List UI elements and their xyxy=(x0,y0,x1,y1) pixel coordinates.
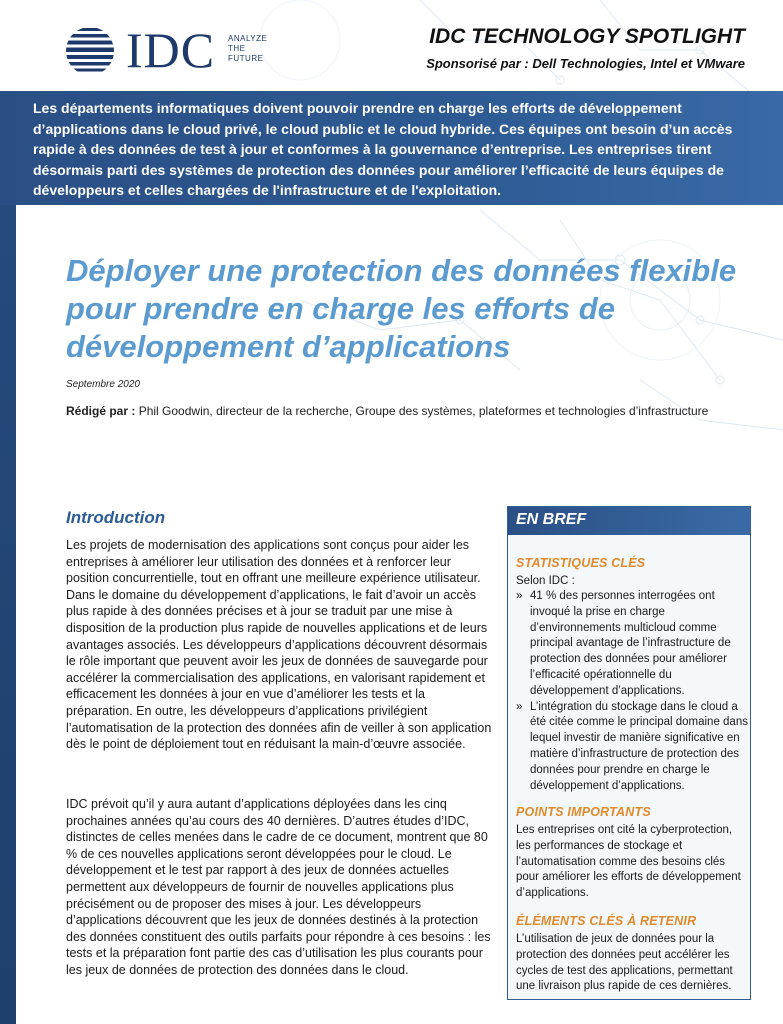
list-item: » 41 % des personnes interrogées ont invoqué la prise en charge d’environnements multicloud comme principal avantage de l’infrastructure de protection des données pour améliorer l’efficacité opérationnelle du développement d’applications. xyxy=(516,590,731,697)
en-bref-sidebar xyxy=(507,506,751,1000)
takeaways-text: L’utilisation de jeux de données pour la protection des données peut accélérer les cycles de test des applications, permettant une livraison plus rapide de ces dernières. xyxy=(516,933,733,993)
idc-logo xyxy=(62,22,272,78)
body-paragraph: IDC prévoit qu’il y aura autant d’applications déployées dans les cinq prochaines années qu’au cours des 40 dernières. D’autres études d’IDC, distinctes de celles menées dans le cadre de ce document, montrent que 80 % de ces nouvelles applications seront développées pour le cloud. Le développement et le test par rapport à des jeux de données actuelles permettent aux développeurs de fournir de nouvelles applications plus précisément ou de proposer des mises à jour. Les développeurs d’applications découvrent que les jeux de données destinés à la protection des données constituent des outils parfaits pour répondre à ces besoins : les tests et la préparation font partie des cas d’utilisation les plus courants pour les jeux de données de protection des données dans le cloud. xyxy=(66,797,491,977)
points-text: Les entreprises ont cité la cyberprotection, les performances de stockage et l’automatisation comme des besoins clés pour améliorer les efforts de développement d’applications. xyxy=(516,824,741,900)
bullet-glyph: » xyxy=(516,590,523,602)
spotlight-title: IDC TECHNOLOGY SPOTLIGHT xyxy=(429,25,745,48)
bullet-glyph: » xyxy=(516,700,523,713)
author-label: Rédigé par : xyxy=(66,404,136,418)
document-title: Déployer une protection des données flexible pour prendre en charge les efforts de développement d’applications xyxy=(66,253,737,364)
logo-tagline: ANALYZE THE FUTURE xyxy=(228,34,268,63)
sidebar-header xyxy=(508,507,750,535)
points-heading: POINTS IMPORTANTS xyxy=(516,805,651,819)
list-item: » L’intégration du stockage dans le cloud a été citée comme le principal domaine dans lequel investir de manière significative en matière d’infrastructure de protection des données pour prendre en charge le développement d’applications. xyxy=(516,700,748,792)
sidebar-heading: EN BREF xyxy=(516,511,587,528)
sponsor-line: Sponsorisé par : Dell Technologies, Intel et VMware xyxy=(426,56,745,71)
takeaways-heading: ÉLÉMENTS CLÉS À RETENIR xyxy=(516,914,697,928)
author-name: Phil Goodwin, directeur de la recherche, Groupe des systèmes, plateformes et technologies d’infrastructure xyxy=(138,404,709,418)
stats-heading: STATISTIQUES CLÉS xyxy=(516,556,646,570)
publication-date: Septembre 2020 xyxy=(66,379,140,390)
body-paragraph: Les projets de modernisation des applications sont conçus pour aider les entreprises à améliorer leur utilisation des données et à renforcer leur position concurrentielle, tout en offrant une meilleure expérience utilisateur. Dans le domaine du développement d’applications, le fait d’avoir un accès plus rapide à des données précises et à jour se traduit par une mise à disposition de la production plus rapide de nouvelles applications et de leurs avantages associés. Les développeurs d’applications découvrent désormais le rôle important que peuvent avoir les jeux de données de sauvegarde pour accélérer la commercialisation des applications, en valorisant rapidement et efficacement les données à jour en vue d’améliorer les tests et la préparation. En outre, les développeurs d’applications privilégient l’automatisation de la protection des données afin de veiller à son application dès le point de déploiement tout en réduisant la main-d’œuvre associée. xyxy=(66,538,492,752)
stats-intro: Selon IDC : xyxy=(516,575,575,587)
banner-text: Les départements informatiques doivent pouvoir prendre en charge les efforts de développement d’applications dans le cloud privé, le cloud public et le cloud hybride. Ces équipes ont besoin d’un accès rapide à des données de test à jour et conformes à la gouvernance d’entreprise. Les entreprises tirent désormais parti des systèmes de protection des données pour améliorer l’efficacité de leurs équipes de développeurs et celles chargées de l'infrastructure et de l'exploitation. xyxy=(33,100,733,198)
introduction-heading: Introduction xyxy=(66,508,166,527)
left-accent-stripe xyxy=(0,205,16,1024)
author-line xyxy=(66,403,756,420)
logo-wordmark: IDC xyxy=(126,22,216,78)
idc-globe-icon xyxy=(62,26,118,76)
stats-list xyxy=(516,589,748,794)
